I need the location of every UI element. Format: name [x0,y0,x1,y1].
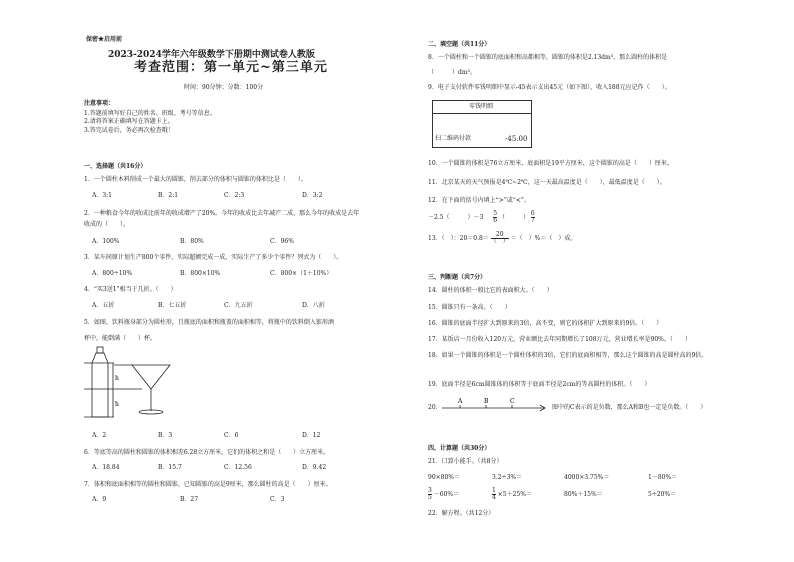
section-heading: 四、计算题（共30分） [428,445,491,452]
question-20-text: 图中的C表示的是负数，那么A和B也一定是负数。（ ） [552,404,707,411]
point-label-a: A [458,398,463,405]
section-heading: 二、填空题（共11分） [428,41,491,48]
option-b[interactable]: B．七五折 [158,302,187,309]
oral-item: 3.2÷3%＝ [492,474,523,481]
option-c[interactable]: C．96% [270,238,294,245]
bottle-and-glass-figure [84,345,174,420]
question-13 [428,232,576,246]
receipt-title: 零钱明细 [469,103,494,110]
judge-item: 14．圆柱的体积一般比它的表面积大。（ ） [428,287,553,294]
option-a[interactable]: A．9 [92,496,107,503]
point-label-b: B [484,398,489,405]
question-8-cont: （ ）dm³。 [428,69,476,76]
oral-item: －60%＝ [433,491,460,498]
option-c[interactable]: C．800×（1＋10%） [270,270,333,277]
option-b[interactable]: B．2:1 [158,192,179,199]
question-5: 5．如图，饮料瓶身部分为圆柱形，且瓶底的面积和瓶盖的面积相等，将瓶中的饮料倒入锥形酒 [84,319,334,326]
question-7: 7．体积和底面积相等的圆柱和圆锥，已知圆锥的高是9厘米，那么圆柱的高是（ ）厘米。 [84,481,332,488]
frac-num: 6 [530,210,535,217]
question-6: 6．等底等高的圆柱和圆锥的体积相差6.28立方厘米，它们的体积之和是（ ）立方厘米。 [84,449,330,456]
point-label-c: C [510,398,515,405]
question-2: 2．一种粮食今年的收成比前年的收成增产了20%。今年的收成比去年减产二成，那么今年的收成是去年 [84,210,360,217]
section-heading: 一、选择题（共16分） [84,163,147,170]
question-11: 11．北京某天的天气预报是4℃~2℃，这一天最高温度是（ ），最低温度是（ ）。 [428,179,666,186]
question-12: 12．在下面的括号内填上“>”或“<”。 [428,197,530,204]
oral-item: 90×80%＝ [428,474,460,481]
question-12-exprs [428,211,535,225]
expr-1: －2.5（ ）－3 [428,214,484,221]
option-d[interactable]: D．八折 [302,302,325,309]
option-c[interactable]: C．12.56 [224,464,252,471]
receipt-item: 扫二维码付款 [435,135,472,142]
option-a[interactable]: A．2 [92,432,107,439]
frac-num: 3 [428,487,432,494]
option-b[interactable]: B．3 [158,432,173,439]
oral-item: ×5＋25%＝ [497,491,532,498]
judge-item: 16．圆锥的底面半径扩大到原来的3倍，高不变，则它的体积扩大到原来的9倍。（ ） [428,320,663,327]
question-4: 4．“买3送1”相当于几折。（ ） [84,286,177,293]
number-line [440,396,552,418]
frac-den: 4 [492,494,496,501]
note-item: 2.请将答案正确填写在答题卡上。 [84,118,174,125]
option-a[interactable]: A．五折 [92,302,115,309]
fraction [492,488,496,501]
note-item: 3.答完试卷后，务必再次检查哦！ [84,127,174,134]
judge-item: 19．底面半径是6cm圆锥体的体积等于底面半径是2cm的等高圆柱的体积。（ ） [428,381,651,388]
option-a[interactable]: A．3:1 [92,192,112,199]
question-1: 1．一个圆柱木料削成一个最大的圆锥，削去部分的体积与圆锥的体积比是（ ）。 [84,176,307,183]
oral-row-2 [428,488,728,502]
option-b[interactable]: B．27 [180,496,199,503]
question-3: 3．某车间原计划生产800个零件，实际超额完成一成，实际生产了多少个零件？列式为（ ）。 [84,254,343,261]
fraction [493,211,497,224]
figure-label-h: h [115,401,119,408]
question-2-cont: 收成的（ ）。 [84,221,130,228]
q13-suffix: ＝（ ）%＝（ ）成。 [510,235,577,242]
figure-label-h: h [115,375,119,382]
oral-item: 1－80%＝ [648,474,678,481]
option-a[interactable]: A．18.84 [92,464,120,471]
question-9: 9．电子支付软件零钱明细中显示-45表示支出45元（如下图），收入188元应记作（ ）。 [428,84,671,91]
judge-item: 15．圆锥只有一条高。（ ） [428,304,511,311]
frac-den: 5 [428,494,432,501]
q13-prefix: 13．（ ）：20＝0.8＝ [428,235,489,242]
cone-glass [132,365,170,389]
fraction [491,232,509,245]
option-d[interactable]: D．12 [302,432,321,439]
question-20-num: 20． [428,404,442,411]
oral-item: 5÷20%＝ [648,491,677,498]
blank-paren[interactable]: （ ） [498,214,529,221]
frac-den: 6 [493,217,498,224]
fraction [428,488,432,501]
notes-heading: 注意事项： [84,100,115,107]
option-a[interactable]: A．100% [92,238,120,245]
frac-num: 20 [495,231,504,238]
oral-item: 80%＋15%＝ [564,491,603,498]
frac-num: 5 [493,210,498,217]
receipt-box [432,100,532,148]
option-c[interactable]: C．6 [224,432,239,439]
option-c[interactable]: C．2:3 [224,192,245,199]
question-8: 8．一个圆柱和一个圆锥的底面积和高都相等，圆锥的体积是2.13dm³，那么圆柱的体积是 [428,54,668,61]
option-c[interactable]: C．九五折 [224,302,253,309]
secret-label: 保密★启用前 [86,36,123,43]
exam-time: 时间：90分钟；分数：100分 [184,84,264,91]
option-c[interactable]: C．3 [270,496,285,503]
question-21: 21．口算小能手。（共8分） [428,458,503,465]
judge-item: 18．如果一个圆锥的体积是一个圆柱体积的3倍，它们的底面积相等，那么这个圆锥的高是圆柱高的9倍。 [428,352,708,359]
question-10: 10．一个圆锥的体积是76立方厘米，底面积是19平方厘米，这个圆锥的高是（ ）厘米。 [428,160,673,167]
option-b[interactable]: B．80% [180,238,204,245]
frac-num: 1 [492,487,496,494]
fraction [531,211,535,224]
bottle-cap [97,347,103,353]
exam-scope: 考查范围：第一单元~第三单元 [134,60,328,75]
exam-title: 2023-2024学年六年级数学下册期中测试卷人教版 [108,50,315,60]
oral-item: 4000×3.75%＝ [564,474,610,481]
receipt-amount: -45.00 [505,135,528,143]
section-heading: 三、判断题（共7分） [428,274,487,281]
option-b[interactable]: B．800×10% [180,270,221,277]
frac-den: （ ） [490,238,509,245]
question-5-cont: 杯中，能倒满（ ）杯。 [84,335,157,342]
option-d[interactable]: D．3:2 [302,192,323,199]
option-d[interactable]: D．9.42 [302,464,327,471]
option-b[interactable]: B．15.7 [158,464,182,471]
option-a[interactable]: A．800÷10% [92,270,133,277]
question-22: 22．解方程。（共12分） [428,510,495,517]
note-item: 1.答题前填写好自己的姓名、班级、考号等信息。 [84,110,216,117]
frac-den: 7 [530,217,535,224]
judge-item: 17．某饭店一月份收入120万元，营业额比去年同期增长了108万元，营业增长率是90%。（ ） [428,336,691,343]
